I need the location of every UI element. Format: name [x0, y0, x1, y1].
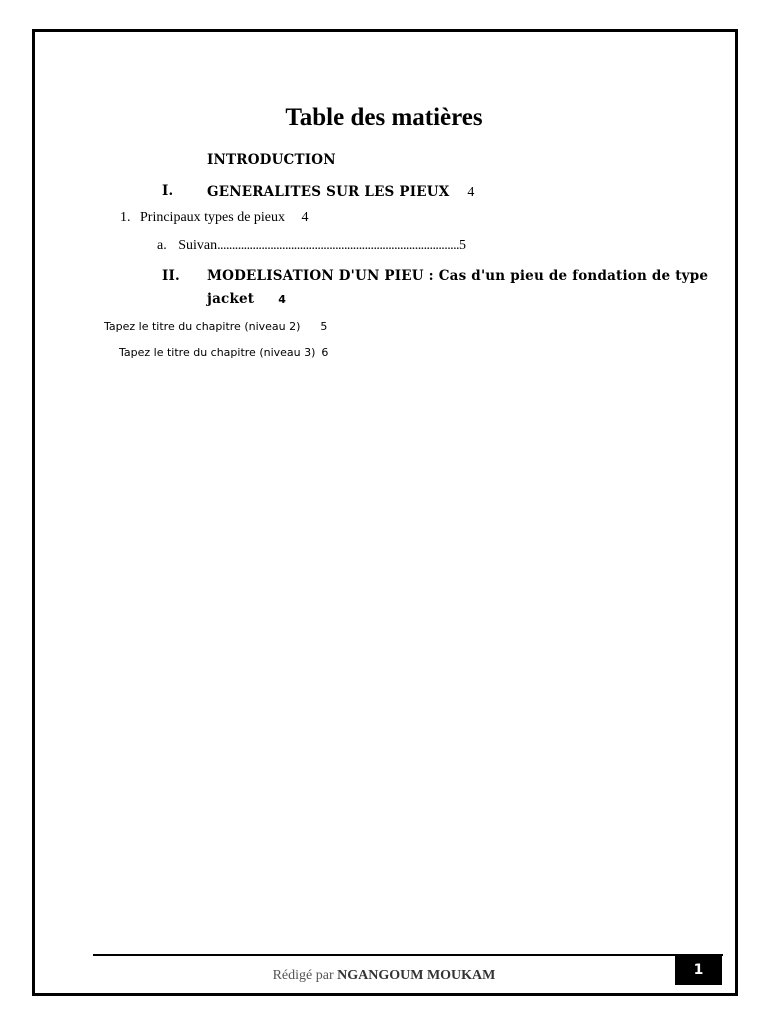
toc-entry-page: 6	[321, 346, 329, 359]
toc-entry-label: Tapez le titre du chapitre (niveau 3)	[119, 346, 316, 359]
page-number: 1	[693, 962, 704, 978]
toc-entry-label: Principaux types de pieux	[140, 210, 286, 225]
toc-entry-number: a.	[157, 238, 167, 253]
footer-author: NGANGOUM MOUKAM	[337, 968, 496, 983]
footer-prefix: Rédigé par	[272, 968, 338, 983]
toc-entry-label: Tapez le titre du chapitre (niveau 2)	[104, 320, 301, 333]
toc-entry-label: Suivan	[178, 238, 218, 253]
toc-entry-section-1[interactable]	[207, 183, 474, 201]
toc-entry-section-2-line2[interactable]	[207, 290, 286, 308]
toc-entry-chapter-level-3[interactable]	[119, 343, 328, 361]
toc-entry-number: 1.	[120, 210, 131, 225]
toc-entry-label: GENERALITES SUR LES PIEUX	[207, 184, 450, 200]
footer-credit	[0, 968, 768, 984]
toc-entry-label-line1: MODELISATION D'UN PIEU : Cas d'un pieu de fondation de type	[207, 268, 709, 284]
toc-entry-page: 5	[459, 238, 467, 253]
toc-leader-dots: ..................................................................................	[217, 238, 460, 253]
toc-entry-chapter-level-2[interactable]	[104, 317, 327, 335]
toc-entry-section-2-number: II.	[162, 268, 180, 284]
toc-entry-label: INTRODUCTION	[207, 152, 336, 168]
toc-entry-section-1-number: I.	[162, 183, 174, 199]
toc-entry-page: 5	[320, 320, 328, 333]
toc-entry-page: 4	[467, 185, 475, 200]
toc-entry-page: 4	[278, 293, 286, 306]
toc-entry-page: 4	[301, 210, 309, 225]
toc-entry-sub-1a[interactable]	[157, 238, 466, 254]
toc-entry-sub-1[interactable]	[120, 210, 309, 226]
toc-entry-introduction[interactable]	[207, 152, 336, 168]
page-border	[32, 29, 738, 996]
toc-title: Table des matières	[285, 104, 483, 131]
toc-entry-section-2[interactable]	[207, 268, 709, 284]
toc-entry-label-line2: jacket	[207, 291, 255, 307]
footer-rule	[93, 954, 723, 956]
